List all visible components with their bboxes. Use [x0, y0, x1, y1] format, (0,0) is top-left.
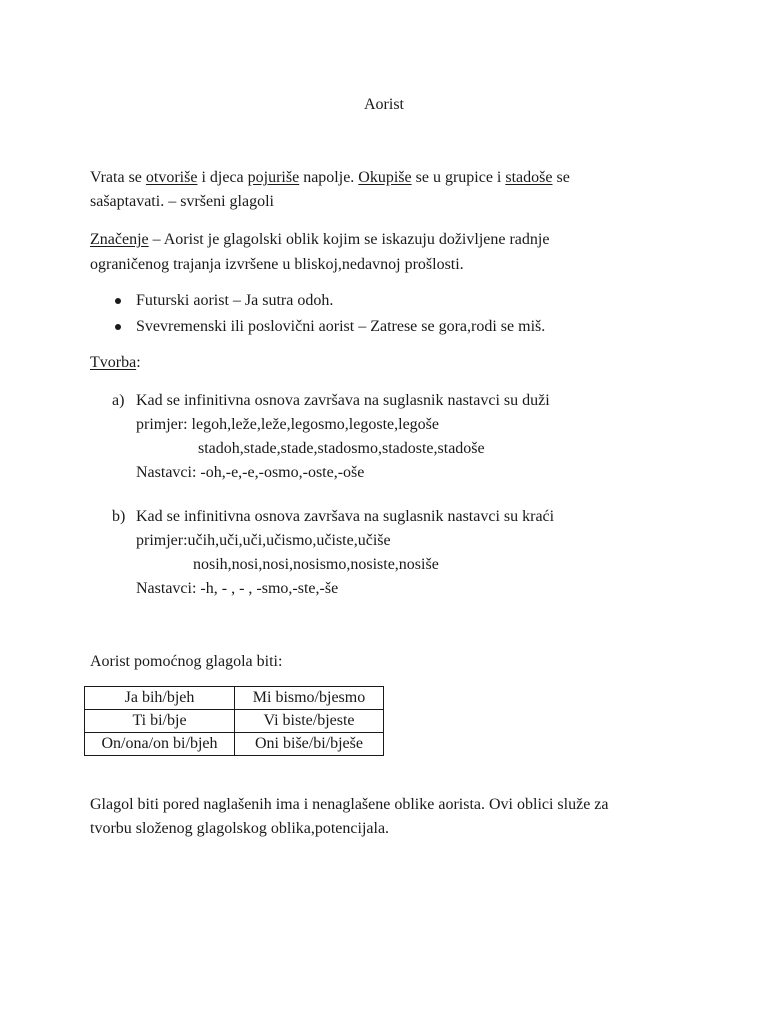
- znacenje-line-2: ograničenog trajanja izvršene u bliskoj,nedavnoj prošlosti.: [90, 256, 464, 273]
- intro-text: Vrata se: [90, 169, 146, 186]
- tvorba-colon: :: [136, 354, 141, 371]
- rule-b-example-1: primjer:učih,uči,uči,učismo,učiste,učiše: [136, 532, 391, 549]
- closing-line-1: Glagol biti pored naglašenih ima i nenaglašene oblike aorista. Ovi oblici služe za: [90, 796, 609, 813]
- page-title: Aorist: [364, 96, 404, 113]
- rule-b-endings: Nastavci: -h, - , - , -smo,-ste,-še: [136, 580, 339, 597]
- verb-otvorise: otvoriše: [145, 169, 198, 186]
- table-cell: Vi biste/bjeste: [235, 710, 384, 733]
- verb-okupise: Okupiše: [358, 169, 412, 186]
- tvorba-heading-line: [90, 353, 141, 373]
- table-cell: Oni biše/bi/bješe: [235, 733, 384, 756]
- rule-a-example-2: stadoh,stade,stade,stadosmo,stadoste,stadoše: [198, 440, 485, 457]
- rule-a-example-1: primjer: legoh,leže,leže,legosmo,legoste,legoše: [136, 416, 439, 433]
- bullet-item-svevremenski: Svevremenski ili poslovični aorist – Zatrese se gora,rodi se miš.: [136, 318, 546, 335]
- closing-line-2: tvorbu složenog glagolskog oblika,potencijala.: [90, 820, 390, 837]
- table-row: [85, 733, 384, 756]
- table-row: [85, 687, 384, 710]
- znacenje-line-1: [90, 230, 549, 250]
- intro-line-1: [90, 168, 570, 188]
- rule-a-text: Kad se infinitivna osnova završava na suglasnik nastavci su duži: [136, 392, 550, 409]
- rule-b-marker: b): [112, 508, 126, 525]
- intro-text: napolje.: [299, 169, 359, 186]
- table-cell: On/ona/on bi/bjeh: [85, 733, 235, 756]
- intro-line-2: sašaptavati. – svršeni glagoli: [90, 193, 274, 210]
- verb-pojurise: pojuriše: [247, 169, 300, 186]
- biti-heading: Aorist pomoćnog glagola biti:: [90, 653, 283, 670]
- intro-text: se u grupice i: [411, 169, 506, 186]
- bullet-icon: [115, 324, 121, 330]
- biti-table: [84, 686, 384, 756]
- table-cell: Mi bismo/bjesmo: [235, 687, 384, 710]
- verb-stadose: stadoše: [505, 169, 553, 186]
- bullet-icon: [115, 298, 121, 304]
- table-cell: Ti bi/bje: [85, 710, 235, 733]
- rule-b-example-2: nosih,nosi,nosi,nosismo,nosiste,nosiše: [193, 556, 439, 573]
- rule-a-endings: Nastavci: -oh,-e,-e,-osmo,-oste,-oše: [136, 464, 365, 481]
- bullet-item-futurski: Futurski aorist – Ja sutra odoh.: [136, 292, 334, 309]
- table-row: [85, 710, 384, 733]
- intro-text: se: [552, 169, 570, 186]
- znacenje-text: – Aorist je glagolski oblik kojim se iskazuju doživljene radnje: [148, 231, 550, 248]
- rule-a-marker: a): [112, 392, 125, 409]
- rule-b-text: Kad se infinitivna osnova završava na suglasnik nastavci su kraći: [136, 508, 555, 525]
- table-cell: Ja bih/bjeh: [85, 687, 235, 710]
- intro-text: i djeca: [197, 169, 248, 186]
- znacenje-heading: Značenje: [90, 231, 149, 248]
- tvorba-heading: Tvorba: [90, 354, 137, 371]
